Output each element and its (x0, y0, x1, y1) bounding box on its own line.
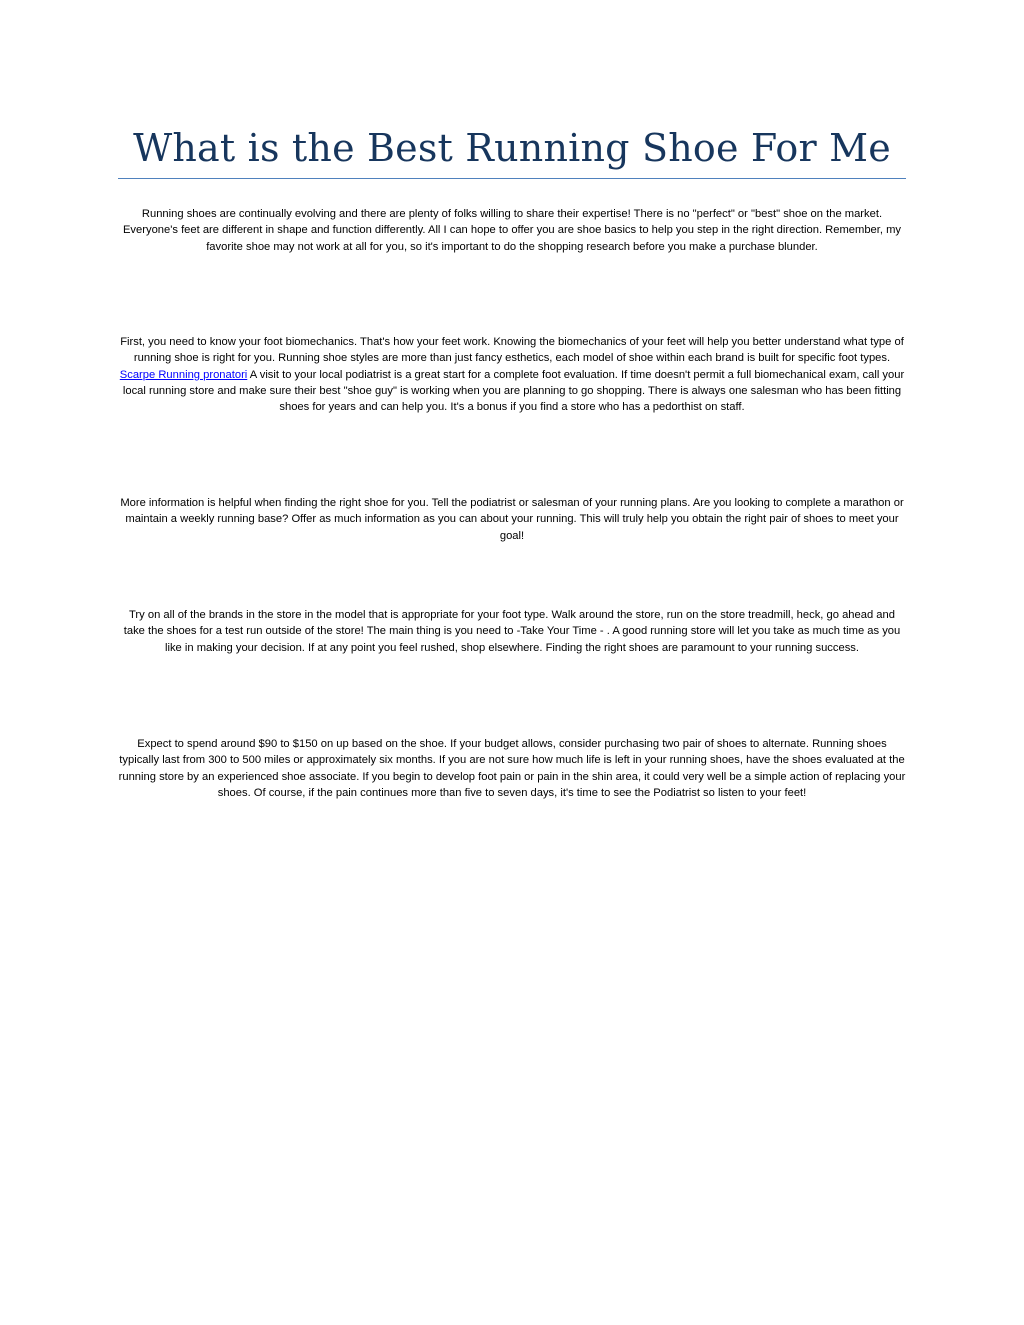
paragraph-biomechanics-text-end: A visit to your local podiatrist is a great start for a complete foot evaluation. If time doesn't permit a full biomechanical exam, call your local running store and make sure their best "shoe guy" is working when you are planning to go shopping. There is always one salesman who has been fitting shoes for years and can help you. It's a bonus if you find a store who has a pedorthist on staff. (122, 368, 905, 414)
scarpe-running-pronatori-link[interactable]: Scarpe Running pronatori (119, 368, 248, 381)
page-title: What is the Best Running Shoe For Me (133, 126, 891, 170)
paragraph-try-on-brands: Try on all of the brands in the store in the model that is appropriate for your foot type. Walk around the store, run on the store treadmill, heck, go ahead and take the shoes for a test run outside of the store! The main thing is you need to -Take Your Time - . A good running store will let you take as much time as you like in making your decision. If at any point you feel rushed, shop elsewhere. Finding the right shoes are paramount to your running success. (123, 609, 901, 654)
document-page (118, 0, 906, 179)
paragraph-biomechanics (118, 334, 906, 415)
paragraph-biomechanics-text-start: First, you need to know your foot biomechanics. That's how your feet work. Knowing the biomechanics of your feet will help you better understand what type of running shoe is right for you. Running shoe styles are more than just fancy esthetics, each model of shoe within each brand is built for specific foot types. (120, 336, 904, 365)
paragraph-more-information: More information is helpful when finding the right shoe for you. Tell the podiatrist or salesman of your running plans. Are you looking to complete a marathon or maintain a weekly running base? Offer as much information as you can about your running. This will truly help you obtain the right pair of shoes to meet your goal! (120, 497, 904, 542)
paragraph-intro: Running shoes are continually evolving and there are plenty of folks willing to share their expertise! There is no "perfect" or "best" shoe on the market. Everyone's feet are different in shape and function differently. All I can hope to offer you are shoe basics to help you step in the right direction. Remember, my favorite shoe may not work at all for you, so it's important to do the shopping research before you make a purchase blunder. (122, 208, 902, 253)
title-underline-divider (118, 178, 906, 179)
paragraph-expect-to-spend: Expect to spend around $90 to $150 on up based on the shoe. If your budget allows, consider purchasing two pair of shoes to alternate. Running shoes typically last from 300 to 500 miles or approximately six months. If you are not sure how much life is left in your running shoes, have the shoes evaluated at the running store by an experienced shoe associate. If you begin to develop foot pain or pain in the shin area, it could very well be a simple action of replacing your shoes. Of course, if the pain continues more than five to seven days, it's time to see the Podiatrist so listen to your feet! (118, 738, 906, 799)
